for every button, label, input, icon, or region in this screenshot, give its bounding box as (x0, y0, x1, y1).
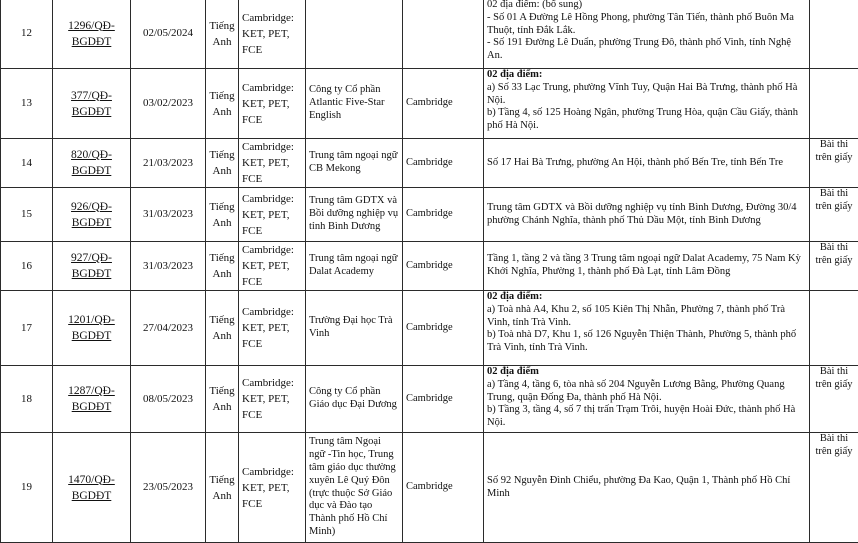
decision-date: 21/03/2023 (131, 139, 206, 188)
row-number: 14 (1, 139, 53, 188)
exam-language: Tiếng Anh (206, 291, 239, 366)
exam-types: Cambridge: KET, PET, FCE (239, 69, 306, 139)
row-number: 19 (1, 433, 53, 543)
exam-address: Tầng 1, tầng 2 và tầng 3 Trung tâm ngoại ngữ Dalat Academy, 75 Nam Kỳ Khởi Nghĩa, Phường 1, thành phố Đà Lạt, tỉnh Lâm Đồng (484, 242, 810, 291)
exam-address: Trung tâm GDTX và Bồi dưỡng nghiệp vụ tỉnh Bình Dương, Đường 30/4 phường Chánh Nghĩa, thành phố Thủ Dầu Một, tỉnh Bình Dương (484, 188, 810, 242)
exam-language: Tiếng Anh (206, 433, 239, 543)
row-number: 18 (1, 366, 53, 433)
partner-name: Cambridge (403, 433, 484, 543)
decision-number: 1296/QĐ- BGDĐT (53, 0, 131, 69)
row-number: 13 (1, 69, 53, 139)
organization-name (306, 0, 403, 69)
row-number: 12 (1, 0, 53, 69)
decision-date: 02/05/2024 (131, 0, 206, 69)
organization-name: Trường Đại học Trà Vinh (306, 291, 403, 366)
exam-language: Tiếng Anh (206, 242, 239, 291)
exam-types: Cambridge: KET, PET, FCE (239, 242, 306, 291)
exam-address: 02 địa điểm: a) Toà nhà A4, Khu 2, số 105 Kiên Thị Nhẫn, Phường 7, thành phố Trà Vinh, tỉnh Trà Vinh. b) Toà nhà D7, Khu 1, số 126 Nguyễn Thiện Thành, Phường 5, thành phố Trà Vinh, tỉnh Trà Vinh. (484, 291, 810, 366)
exam-types: Cambridge: KET, PET, FCE (239, 0, 306, 69)
note: Bài thi trên giấy (810, 366, 858, 433)
decision-date: 31/03/2023 (131, 242, 206, 291)
note (810, 69, 858, 139)
decision-number: 926/QĐ- BGDĐT (53, 188, 131, 242)
note: Bài thi trên giấy (810, 242, 858, 291)
table-row (1, 139, 858, 188)
exam-types: Cambridge: KET, PET, FCE (239, 188, 306, 242)
exam-language: Tiếng Anh (206, 366, 239, 433)
decision-date: 31/03/2023 (131, 188, 206, 242)
exam-address: 02 địa điểm: a) Số 33 Lạc Trung, phường Vĩnh Tuy, Quận Hai Bà Trưng, thành phố Hà Nội. b) Tầng 4, số 125 Hoàng Ngân, phường Trung Hòa, quận Cầu Giấy, thành phố Hà Nội. (484, 69, 810, 139)
decision-date: 23/05/2023 (131, 433, 206, 543)
exam-address: 02 địa điểm a) Tầng 4, tầng 6, tòa nhà số 204 Nguyễn Lương Bằng, Phường Quang Trung, quận Đống Đa, thành phố Hà Nội. b) Tầng 3, tầng 4, số 7 thị trấn Trạm Trôi, huyện Hoài Đức, thành phố Hà Nội. (484, 366, 810, 433)
table-row (1, 188, 858, 242)
exam-address: 02 địa điểm: (bổ sung) - Số 01 A Đường Lê Hồng Phong, phường Tân Tiến, thành phố Buôn Ma Thuột, tỉnh Đắk Lắk. - Số 191 Đường Lê Duẩn, phường Trung Đô, thành phố Vinh, tỉnh Nghệ An. (484, 0, 810, 69)
decision-number: 927/QĐ- BGDĐT (53, 242, 131, 291)
row-number: 17 (1, 291, 53, 366)
note: Bài thi trên giấy (810, 139, 858, 188)
note (810, 291, 858, 366)
organization-name: Trung tâm ngoại ngữ CB Mekong (306, 139, 403, 188)
note (810, 0, 858, 69)
table-row (1, 242, 858, 291)
exam-language: Tiếng Anh (206, 0, 239, 69)
exam-address: Số 17 Hai Bà Trưng, phường An Hội, thành phố Bến Tre, tỉnh Bến Tre (484, 139, 810, 188)
table-row (1, 69, 858, 139)
decision-number: 1287/QĐ- BGDĐT (53, 366, 131, 433)
partner-name: Cambridge (403, 188, 484, 242)
table-row (1, 291, 858, 366)
decision-number: 1470/QĐ- BGDĐT (53, 433, 131, 543)
exam-language: Tiếng Anh (206, 69, 239, 139)
table-row (1, 433, 858, 543)
partner-name: Cambridge (403, 242, 484, 291)
decision-number: 1201/QĐ- BGDĐT (53, 291, 131, 366)
exam-types: Cambridge: KET, PET, FCE (239, 139, 306, 188)
row-number: 16 (1, 242, 53, 291)
organization-name: Công ty Cổ phần Giáo dục Đại Dương (306, 366, 403, 433)
partner-name: Cambridge (403, 291, 484, 366)
decision-number: 377/QĐ- BGDĐT (53, 69, 131, 139)
decision-date: 08/05/2023 (131, 366, 206, 433)
organization-name: Công ty Cổ phần Atlantic Five-Star English (306, 69, 403, 139)
exam-language: Tiếng Anh (206, 188, 239, 242)
decision-number: 820/QĐ- BGDĐT (53, 139, 131, 188)
exam-address: Số 92 Nguyễn Đình Chiểu, phường Đa Kao, Quận 1, Thành phố Hồ Chí Minh (484, 433, 810, 543)
row-number: 15 (1, 188, 53, 242)
partner-name: Cambridge (403, 69, 484, 139)
organization-name: Trung tâm GDTX và Bồi dưỡng nghiệp vụ tỉnh Bình Dương (306, 188, 403, 242)
exam-types: Cambridge: KET, PET, FCE (239, 366, 306, 433)
decision-date: 03/02/2023 (131, 69, 206, 139)
partner-name: Cambridge (403, 139, 484, 188)
partner-name (403, 0, 484, 69)
note: Bài thi trên giấy (810, 188, 858, 242)
note: Bài thi trên giấy (810, 433, 858, 543)
exam-language: Tiếng Anh (206, 139, 239, 188)
table-row (1, 0, 858, 69)
exam-types: Cambridge: KET, PET, FCE (239, 291, 306, 366)
organization-name: Trung tâm Ngoại ngữ -Tin học, Trung tâm giáo dục thường xuyên Lê Quý Đôn (trực thuộc Sở Giáo dục và Đào tạo Thành phố Hồ Chí Minh) (306, 433, 403, 543)
partner-name: Cambridge (403, 366, 484, 433)
organization-name: Trung tâm ngoại ngữ Dalat Academy (306, 242, 403, 291)
decision-date: 27/04/2023 (131, 291, 206, 366)
exam-types: Cambridge: KET, PET, FCE (239, 433, 306, 543)
table-row (1, 366, 858, 433)
